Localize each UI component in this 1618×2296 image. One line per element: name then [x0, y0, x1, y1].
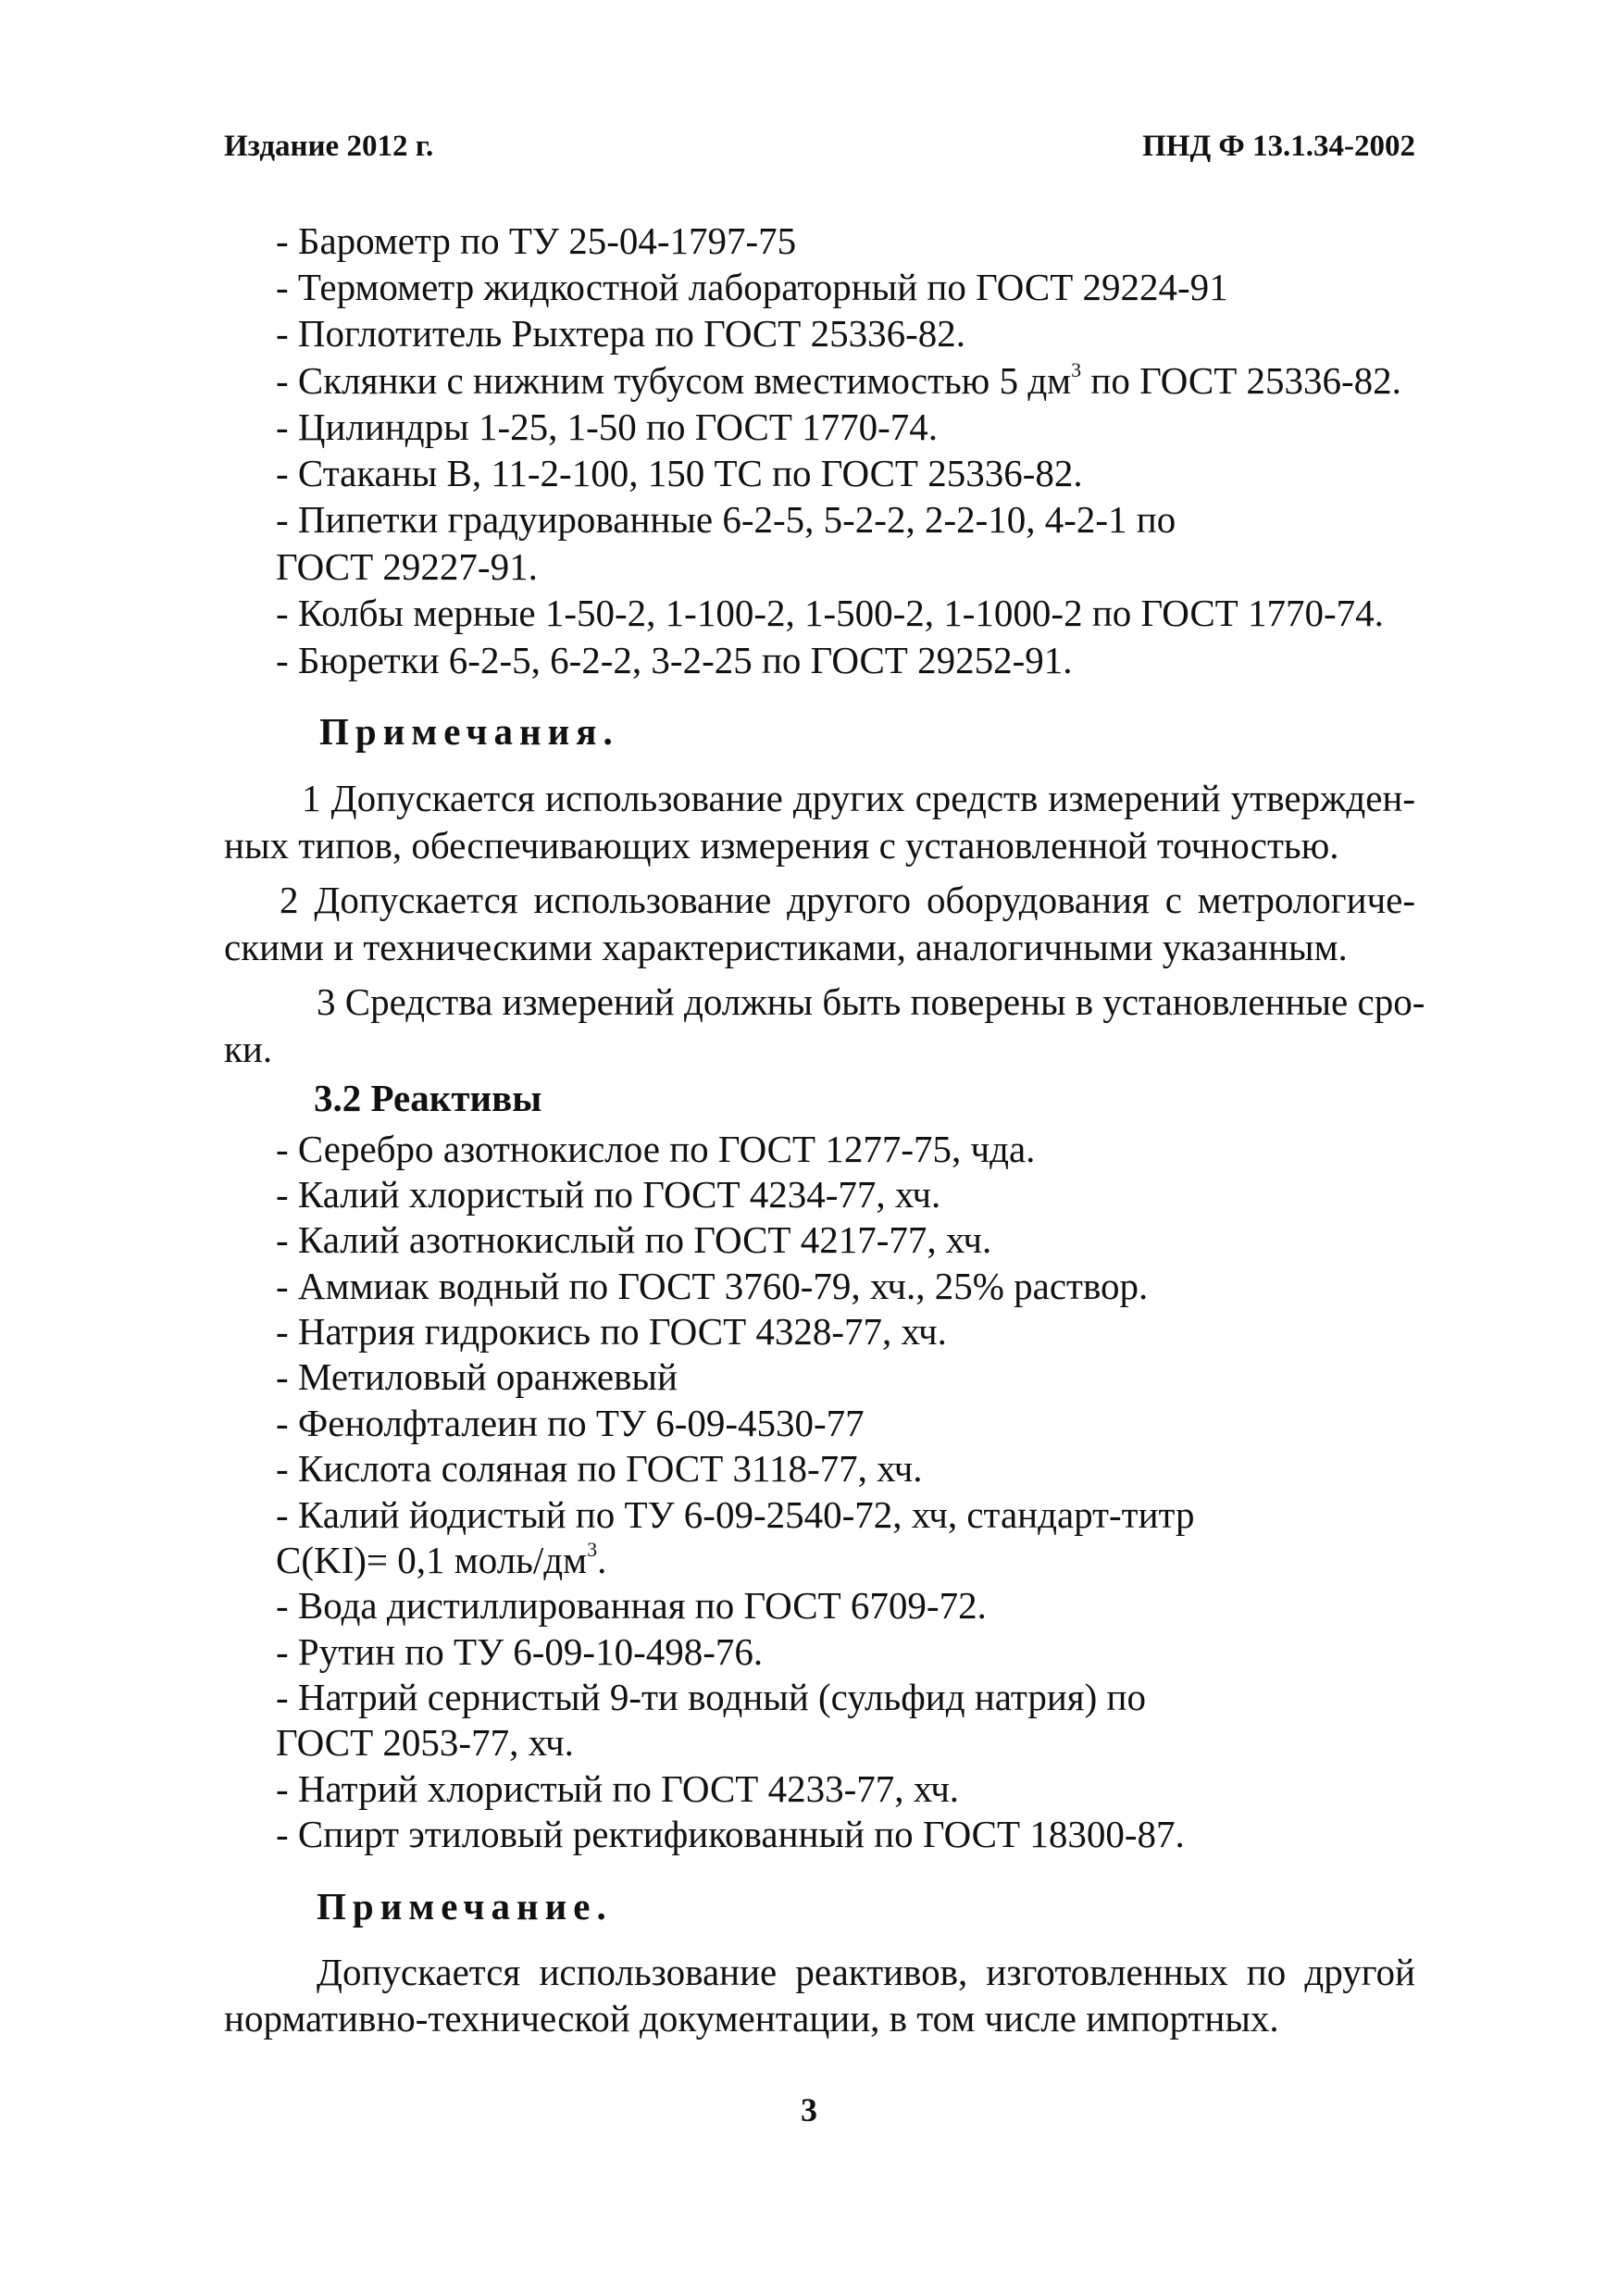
- document-code: ПНД Ф 13.1.34-2002: [1142, 130, 1415, 163]
- reagent-item: - Метиловый оранжевый: [276, 1355, 678, 1398]
- reagent-item: - Натрий сернистый 9-ти водный (сульфид натрия) по: [276, 1676, 1146, 1718]
- equipment-item: - Бюретки 6-2-5, 6-2-2, 3-2-25 по ГОСТ 29252-91.: [276, 639, 1073, 681]
- edition-label: Издание 2012 г.: [224, 130, 434, 163]
- reagent-item: - Серебро азотнокислое по ГОСТ 1277-75, чда.: [276, 1128, 1036, 1170]
- note-paragraph-line: 1 Допускается использование других средств измерений утвержден-: [302, 777, 1415, 819]
- superscript: 3: [1071, 358, 1082, 381]
- note-paragraph-line: 3 Средства измерений должны быть поверены в установленные сро-: [317, 980, 1425, 1023]
- note-paragraph-line: Допускается использование реактивов, изготовленных по другой: [317, 1951, 1415, 1993]
- equipment-item: - Пипетки градуированные 6-2-5, 5-2-2, 2-2-10, 4-2-1 по: [276, 498, 1176, 541]
- reagent-item: - Натрия гидрокись по ГОСТ 4328-77, хч.: [276, 1310, 947, 1353]
- note-paragraph-line: ки.: [224, 1028, 273, 1070]
- section-heading: 3.2 Реактивы: [314, 1077, 542, 1119]
- superscript: 3: [587, 1538, 598, 1561]
- equipment-item: - Барометр по ТУ 25-04-1797-75: [276, 219, 797, 262]
- reagent-item: - Калий йодистый по ТУ 6-09-2540-72, хч, стандарт-титр: [276, 1493, 1195, 1536]
- reagent-item: - Фенолфталеин по ТУ 6-09-4530-77: [276, 1402, 865, 1444]
- reagent-item: - Кислота соляная по ГОСТ 3118-77, хч.: [276, 1447, 923, 1490]
- equipment-item: - Колбы мерные 1-50-2, 1-100-2, 1-500-2, 1-1000-2 по ГОСТ 1770-74.: [276, 592, 1384, 634]
- note-paragraph-line: нормативно-технической документации, в том числе импортных.: [224, 1997, 1279, 2040]
- notes-heading: Примечания.: [319, 710, 619, 753]
- equipment-item-continuation: ГОСТ 29227-91.: [276, 545, 538, 588]
- note-paragraph-line: скими и техническими характеристиками, аналогичными указанным.: [224, 926, 1348, 968]
- reagent-item: - Калий азотнокислый по ГОСТ 4217-77, хч.: [276, 1218, 992, 1261]
- equipment-item: - Термометр жидкостной лабораторный по ГОСТ 29224-91: [276, 266, 1228, 308]
- equipment-item: - Цилиндры 1-25, 1-50 по ГОСТ 1770-74.: [276, 406, 939, 448]
- equipment-item: - Склянки с нижним тубусом вместимостью 5 $дм^3$ по ГОСТ 25336-82.: [276, 358, 1401, 402]
- reagent-item: - Натрий хлористый по ГОСТ 4233-77, хч.: [276, 1767, 960, 1810]
- note-heading: Примечание.: [317, 1885, 613, 1928]
- reagent-item: - Спирт этиловый ректификованный по ГОСТ 18300-87.: [276, 1813, 1185, 1855]
- reagent-item: - Аммиак водный по ГОСТ 3760-79, хч., 25% раствор.: [276, 1265, 1149, 1307]
- equipment-item: - Стаканы В, 11-2-100, 150 ТС по ГОСТ 25336-82.: [276, 452, 1083, 494]
- reagent-item-continuation: С(KI)= 0,1 моль/$дм^3$.: [276, 1538, 607, 1581]
- note-paragraph-line: 2 Допускается использование другого оборудования с метрологиче-: [280, 879, 1415, 921]
- reagent-item: - Калий хлористый по ГОСТ 4234-77, хч.: [276, 1173, 941, 1216]
- reagent-item: - Рутин по ТУ 6-09-10-498-76.: [276, 1630, 764, 1673]
- reagent-item: - Вода дистиллированная по ГОСТ 6709-72.: [276, 1584, 987, 1627]
- page-number: 3: [801, 2091, 817, 2128]
- note-paragraph-line: ных типов, обеспечивающих измерения с установленной точностью.: [224, 824, 1339, 867]
- reagent-item-continuation: ГОСТ 2053-77, хч.: [276, 1721, 574, 1764]
- equipment-item: - Поглотитель Рыхтера по ГОСТ 25336-82.: [276, 312, 965, 355]
